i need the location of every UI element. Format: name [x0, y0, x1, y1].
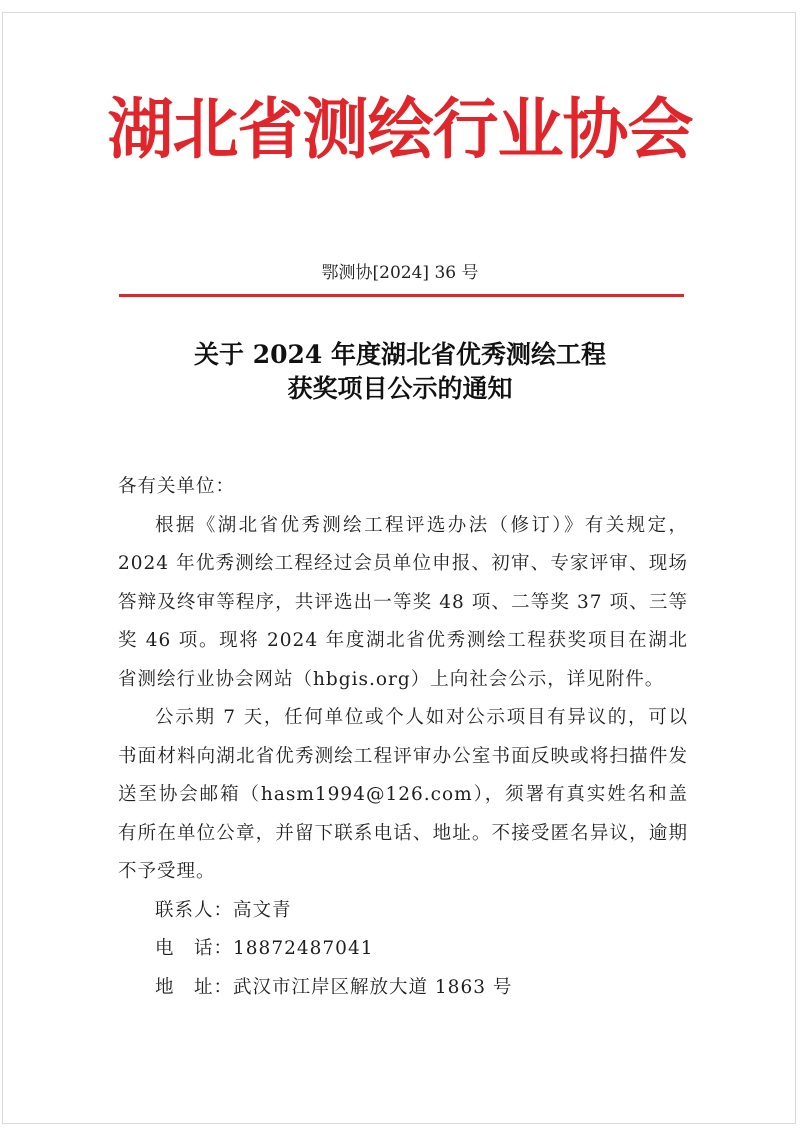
contact-address [118, 969, 688, 1008]
contact-phone-label: 电 话： [155, 938, 234, 959]
letterhead-org-name: 湖北省测绘行业协会 [107, 90, 693, 168]
salutation: 各有关单位： [118, 476, 236, 497]
contact-address-label: 地 址： [155, 976, 234, 998]
letterhead-divider [119, 294, 684, 297]
body-paragraph-2: 公示期 7 天，任何单位或个人如对公示项目有异议的，可以书面材料向湖北省优秀测绘工程评审办公室书面反映或将扫描件发送至协会邮箱（hasm1994@126.com），须署有真实姓名和盖有所在单位公章，并留下联系电话、地址。不接受匿名异议，逾期不予受理。 [118, 707, 688, 882]
contact-address-value: 武汉市江岸区解放大道 1863 号 [233, 976, 513, 998]
title-line-1: 关于 2024 年度湖北省优秀测绘工程 [194, 340, 606, 369]
document-title [0, 338, 800, 406]
contact-phone-value: 18872487041 [233, 938, 374, 959]
body-paragraph-1: 根据《湖北省优秀测绘工程评选办法（修订）》有关规定，2024 年优秀测绘工程经过会员单位申报、初审、专家评审、现场答辩及终审等程序，共评选出一等奖 48 项、二等奖 37 项、三等奖 46 项。现将 2024 年度湖北省优秀测绘工程获奖项目在湖北省测绘行业协会网站（hbgis.org）上向社会公示，详见附件。 [118, 514, 688, 690]
title-line-2: 获奖项目公示的通知 [287, 374, 513, 403]
document-number: 鄂测协[2024] 36 号 [321, 263, 479, 283]
contact-person [118, 892, 688, 931]
contact-person-label: 联系人： [155, 899, 234, 921]
document-body [118, 468, 688, 1007]
contact-phone [118, 930, 688, 969]
contact-person-value: 高文青 [233, 899, 292, 921]
